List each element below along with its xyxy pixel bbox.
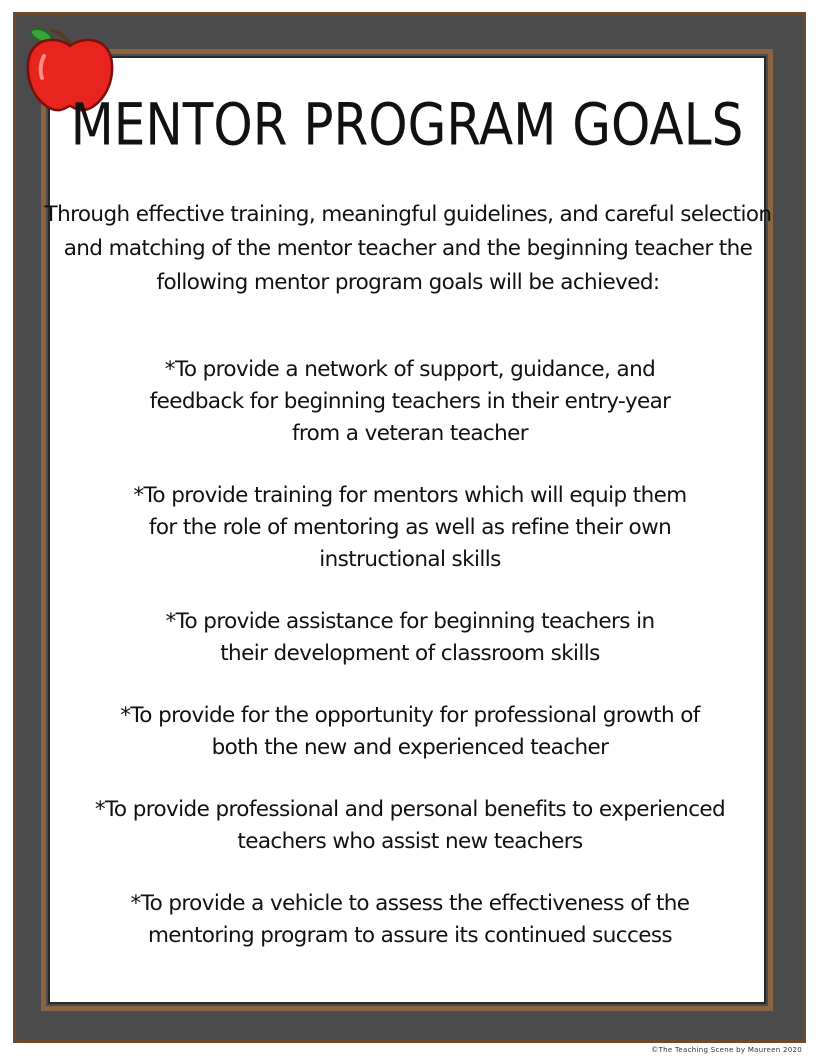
- goal-item: *To provide assistance for beginning teachers in their development of classroom skills: [165, 609, 655, 666]
- goals-list: [60, 354, 760, 982]
- copyright-text: ©The Teaching Scene by Maureen 2020: [651, 1046, 802, 1054]
- goal-item: *To provide professional and personal benefits to experienced teachers who assist new teachers: [94, 797, 726, 854]
- goal-item: *To provide for the opportunity for professional growth of both the new and experienced teacher: [120, 703, 700, 760]
- goal-item: *To provide a vehicle to assess the effectiveness of the mentoring program to assure its continued success: [130, 891, 690, 948]
- goal-item: *To provide training for mentors which will equip them for the role of mentoring as well as refine their own instructional skills: [133, 483, 687, 572]
- goal-item: *To provide a network of support, guidance, and feedback for beginning teachers in their entry-year from a veteran teacher: [149, 357, 671, 446]
- intro-paragraph: Through effective training, meaningful guidelines, and careful selection and matching of the mentor teacher and the beginning teacher the following mentor program goals will be achieved:: [44, 202, 772, 295]
- page-title: MENTOR PROGRAM GOALS: [70, 91, 744, 159]
